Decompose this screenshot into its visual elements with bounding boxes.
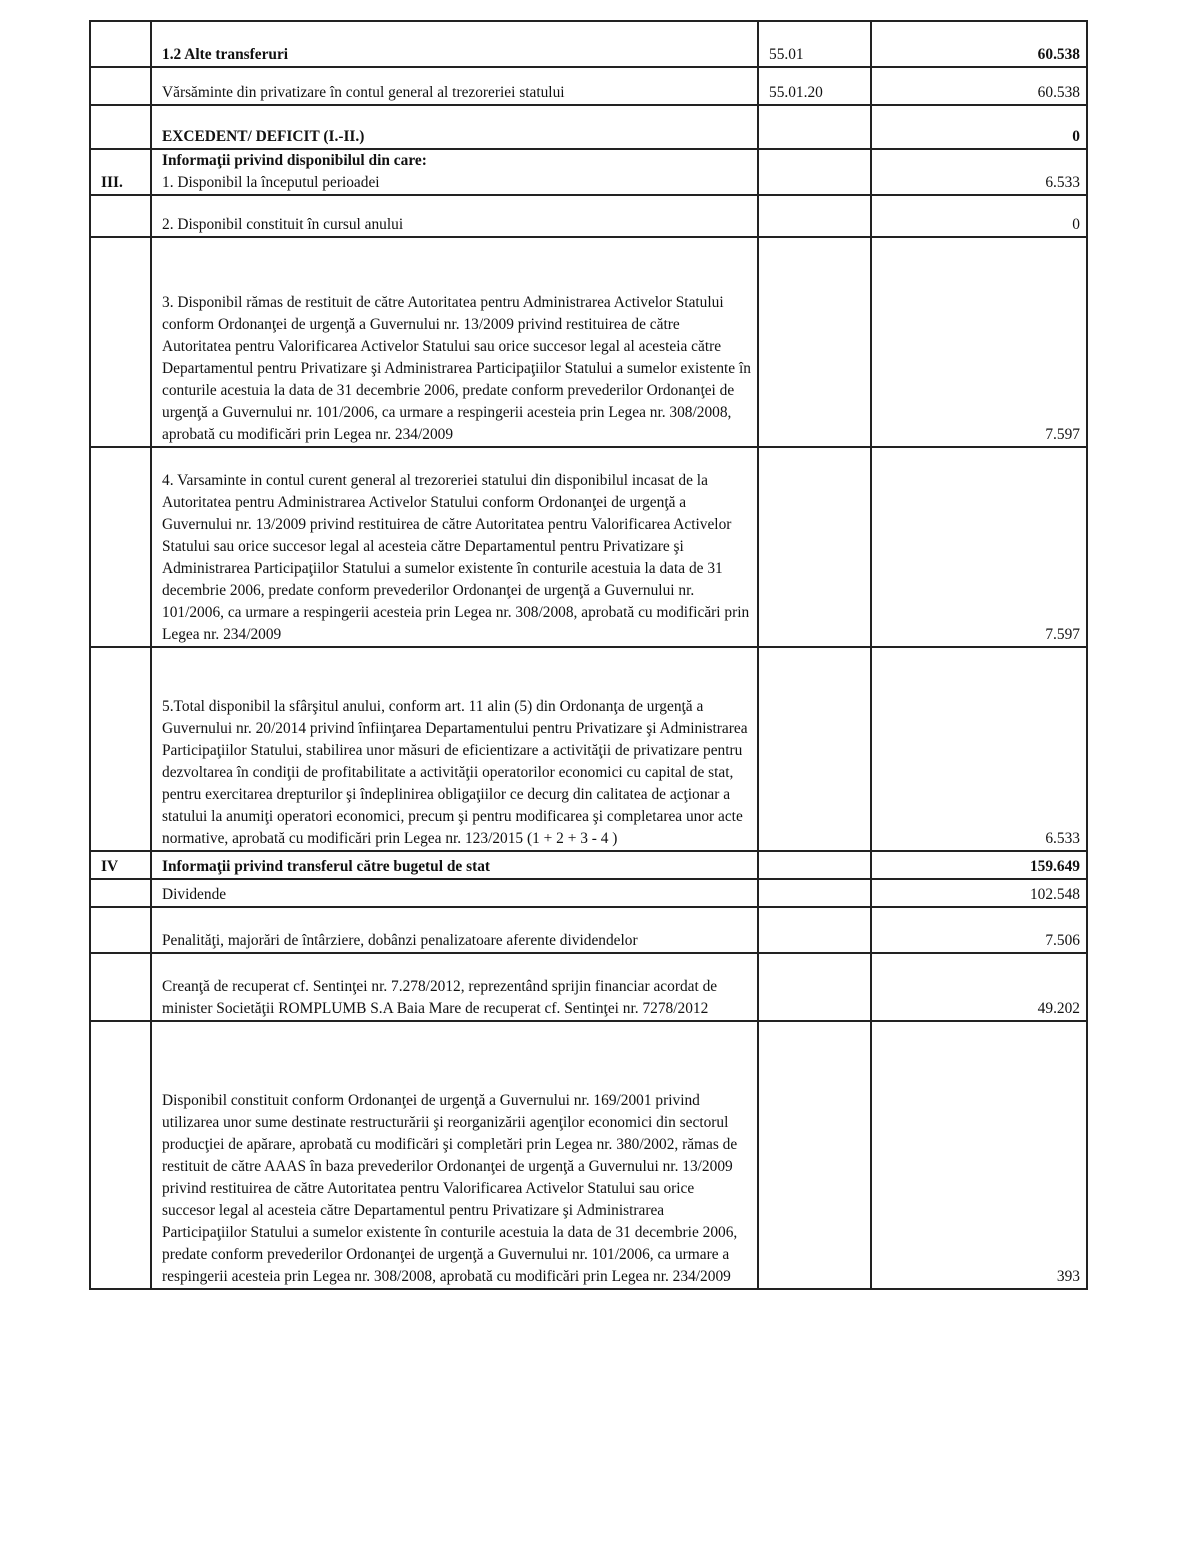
row-code [758,447,871,647]
row-number [90,447,151,647]
row-value: 6.533 [871,647,1087,851]
row-number [90,195,151,237]
table-row [90,879,1087,907]
table-row [90,851,1087,879]
row-code [758,1021,871,1289]
table-row [90,67,1087,105]
row-value: 6.533 [871,149,1087,195]
row-description: Penalităţi, majorări de întârziere, dobânzi penalizatoare aferente dividendelor [151,907,758,953]
row-code [758,647,871,851]
row-code: 55.01.20 [758,67,871,105]
table-row [90,447,1087,647]
row-description: EXCEDENT/ DEFICIT (I.-II.) [151,105,758,149]
row-code [758,953,871,1021]
table-row [90,237,1087,447]
row-description: Dividende [151,879,758,907]
row-value: 0 [871,195,1087,237]
row-description: 1.2 Alte transferuri [151,21,758,67]
row-number [90,1021,151,1289]
row-value: 7.506 [871,907,1087,953]
row-value: 159.649 [871,851,1087,879]
row-description [151,149,758,195]
row-description: Creanţă de recuperat cf. Sentinţei nr. 7.278/2012, reprezentând sprijin financiar acordat de minister Societăţii ROMPLUMB S.A Baia Mare de recuperat cf. Sentinţei nr. 7278/2012 [151,953,758,1021]
section-heading: Informaţii privind disponibilul din care: [162,152,427,169]
row-description: 3. Disponibil rămas de restituit de către Autoritatea pentru Administrarea Activelor Statului conform Ordonanţei de urgenţă a Guvernului nr. 13/2009 privind restituirea de către Autoritatea pentru Valorificarea Activelor Statului sau orice succesor legal al acesteia către Departamentul pentru Privatizare şi Administrarea Participaţiilor Statului a sumelor existente în conturile acestuia la data de 31 decembrie 2006, predate conform prevederilor Ordonanţei de urgenţă a Guvernului nr. 101/2006, ca urmare a respingerii acesteia prin Legea nr. 308/2008, aprobată cu modificări prin Legea nr. 234/2009 [151,237,758,447]
row-description: Vărsăminte din privatizare în contul general al trezoreriei statului [151,67,758,105]
row-description: Informaţii privind transferul către bugetul de stat [151,851,758,879]
row-number [90,879,151,907]
row-description-text: 1. Disponibil la începutul perioadei [162,174,380,191]
budget-table [89,20,1088,1290]
row-number [90,237,151,447]
table-row [90,105,1087,149]
table-row [90,1021,1087,1289]
table-row [90,953,1087,1021]
row-number: III. [90,149,151,195]
table-row [90,149,1087,195]
row-number: IV [90,851,151,879]
row-value: 60.538 [871,67,1087,105]
row-code [758,149,871,195]
row-code [758,237,871,447]
row-number [90,21,151,67]
row-description: 4. Varsaminte in contul curent general al trezoreriei statului din disponibilul incasat de la Autoritatea pentru Administrarea Activelor Statului conform Ordonanţei de urgenţă a Guvernului nr. 13/2009 privind restituirea de către Autoritatea pentru Valorificarea Activelor Statului sau orice succesor legal al acesteia către Departamentul pentru Privatizare şi Administrarea Participaţiilor Statului a sumelor existente în conturile acestuia la data de 31 decembrie 2006, predate conform prevederilor Ordonanţei de urgenţă a Guvernului nr. 101/2006, ca urmare a respingerii acesteia prin Legea nr. 308/2008, aprobată cu modificări prin Legea nr. 234/2009 [151,447,758,647]
row-value: 7.597 [871,237,1087,447]
row-value: 49.202 [871,953,1087,1021]
row-number [90,67,151,105]
row-number [90,907,151,953]
row-description: Disponibil constituit conform Ordonanţei de urgenţă a Guvernului nr. 169/2001 privind utilizarea unor sume destinate restructurării şi reorganizării agenţilor economici din sectorul producţiei de apărare, aprobată cu modificări şi completări prin Legea nr. 380/2002, rămas de restituit de către AAAS în baza prevederilor Ordonanţei de urgenţă a Guvernului nr. 13/2009 privind restituirea de către Autoritatea pentru Valorificarea Activelor Statului sau orice succesor legal al acesteia către Departamentul pentru Privatizare şi Administrarea Participaţiilor Statului a sumelor existente în conturile acestuia la data de 31 decembrie 2006, predate conform prevederilor Ordonanţei de urgenţă a Guvernului nr. 101/2006, ca urmare a respingerii acesteia prin Legea nr. 308/2008, aprobată cu modificări prin Legea nr. 234/2009 [151,1021,758,1289]
table-row [90,647,1087,851]
row-value: 0 [871,105,1087,149]
row-code [758,105,871,149]
row-number [90,647,151,851]
row-description: 2. Disponibil constituit în cursul anului [151,195,758,237]
table-row [90,21,1087,67]
row-code: 55.01 [758,21,871,67]
table-row [90,195,1087,237]
row-code [758,879,871,907]
row-code [758,851,871,879]
row-code [758,907,871,953]
row-number [90,105,151,149]
table-row [90,907,1087,953]
row-number [90,953,151,1021]
row-code [758,195,871,237]
row-value: 102.548 [871,879,1087,907]
row-description: 5.Total disponibil la sfârşitul anului, conform art. 11 alin (5) din Ordonanţa de urgenţă a Guvernului nr. 20/2014 privind înfiinţarea Departamentului pentru Privatizare şi Administrarea Participaţiilor Statului, stabilirea unor măsuri de eficientizare a activităţii de privatizare pentru dezvoltarea în condiţii de profitabilitate a activităţii operatorilor economici cu capital de stat, pentru exercitarea drepturilor şi îndeplinirea obligaţiilor ce decurg din calitatea de acţionar a statului la anumiţi operatori economici, precum şi pentru modificarea şi completarea unor acte normative, aprobată cu modificări prin Legea nr. 123/2015 (1 + 2 + 3 - 4 ) [151,647,758,851]
row-value: 60.538 [871,21,1087,67]
row-value: 7.597 [871,447,1087,647]
row-value: 393 [871,1021,1087,1289]
